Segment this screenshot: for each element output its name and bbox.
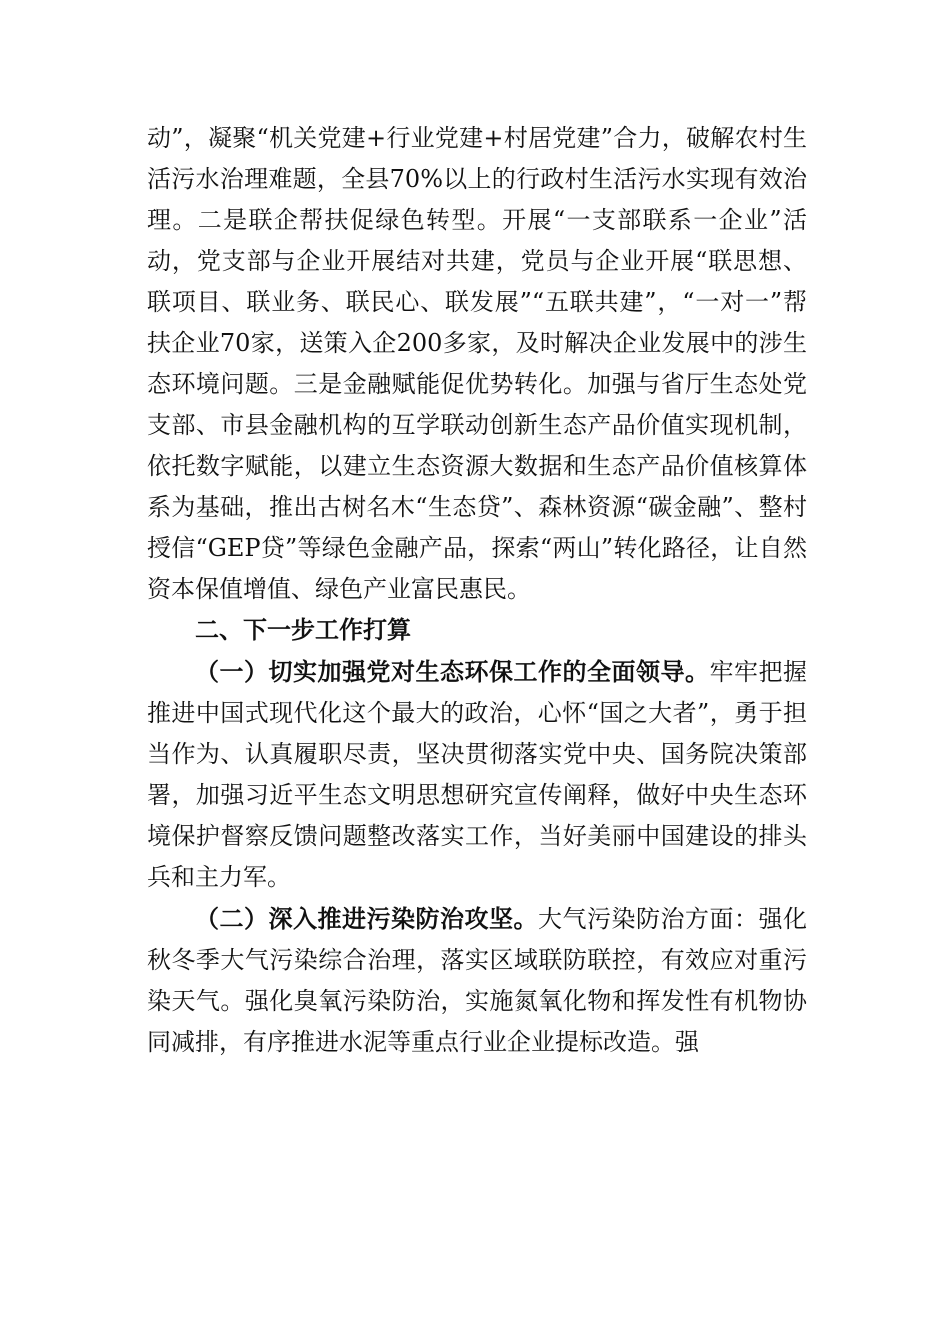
item-2-text: 大气污染防治方面：强化秋冬季大气污染综合治理，落实区域联防联控，有效应对重污染天气。强化臭氧污染防治，实施氮氧化物和挥发性有机物协同减排，有序推进水泥等重点行业企业提标改造。强 <box>147 905 807 1056</box>
document-body <box>147 118 807 1063</box>
section-heading: 二、下一步工作打算 <box>195 616 411 644</box>
item-1-lead: （一）切实加强党对生态环保工作的全面领导。 <box>195 657 710 686</box>
paragraph-item-1 <box>147 651 807 898</box>
paragraph-item-2 <box>147 898 807 1063</box>
item-2-lead: （二）深入推进污染防治攻坚。 <box>195 904 538 933</box>
paragraph-continuation: 动”，凝聚“机关党建+行业党建+村居党建”合力，破解农村生活污水治理难题，全县70%以上的行政村生活污水实现有效治理。二是联企帮扶促绿色转型。开展“一支部联系一企业”活动，党支部与企业开展结对共建，党员与企业开展“联思想、联项目、联业务、联民心、联发展”“五联共建”，“一对一”帮扶企业70家，送策入企200多家，及时解决企业发展中的涉生态环境问题。三是金融赋能促优势转化。加强与省厅生态处党支部、市县金融机构的互学联动创新生态产品价值实现机制，依托数字赋能，以建立生态资源大数据和生态产品价值核算体系为基础，推出古树名木“生态贷”、森林资源“碳金融”、整村授信“GEP贷”等绿色金融产品，探索“两山”转化路径，让自然资本保值增值、绿色产业富民惠民。 <box>147 124 807 603</box>
item-1-text: 牢牢把握推进中国式现代化这个最大的政治，心怀“国之大者”，勇于担当作为、认真履职尽责，坚决贯彻落实党中央、国务院决策部署，加强习近平生态文明思想研究宣传阐释，做好中央生态环境保护督察反馈问题整改落实工作，当好美丽中国建设的排头兵和主力军。 <box>147 658 807 891</box>
